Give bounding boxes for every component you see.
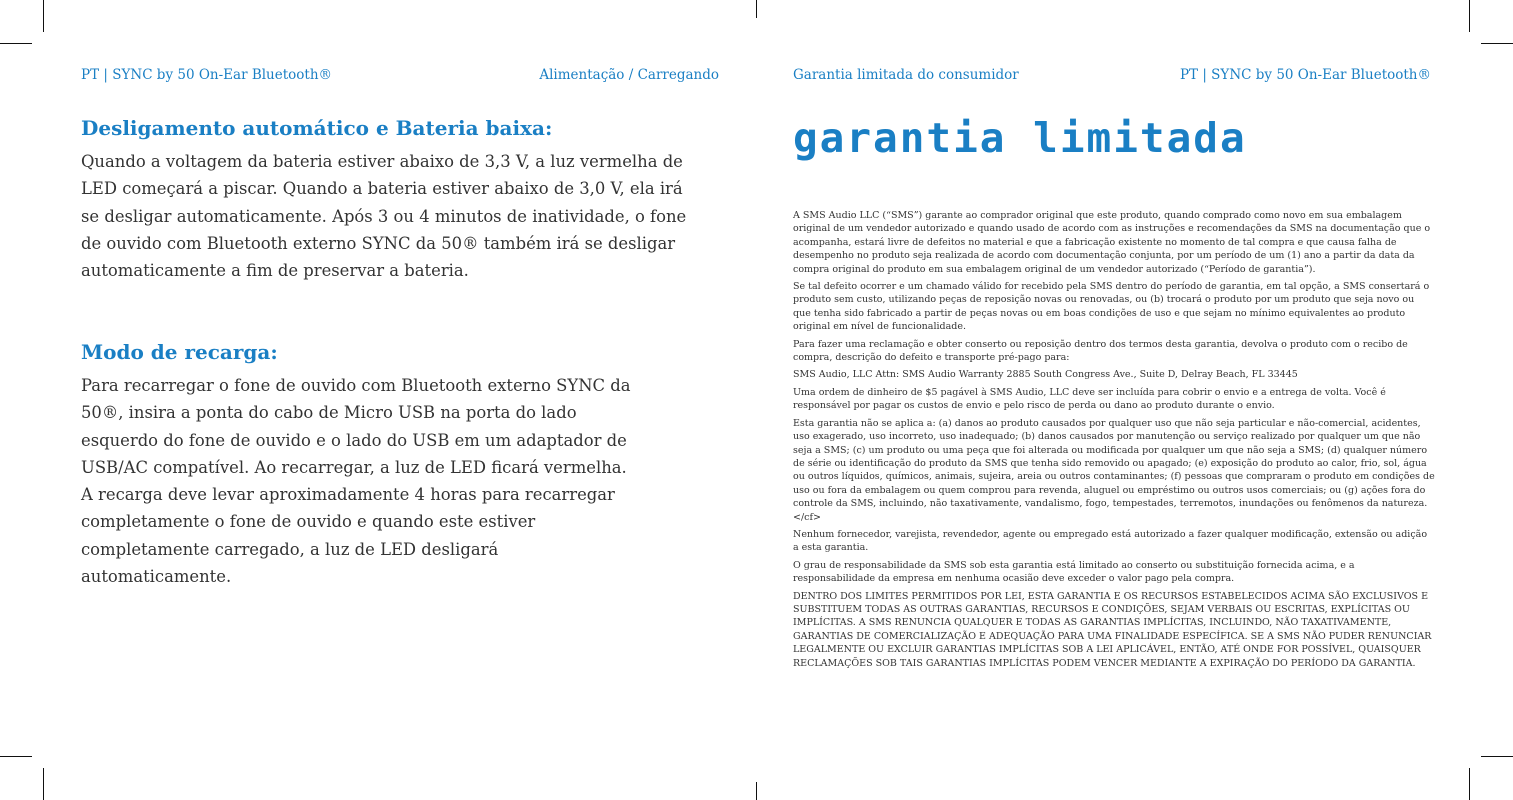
crop-mark [756, 782, 757, 800]
warranty-paragraph: O grau de responsabilidade da SMS sob esta garantia está limitado ao conserto ou substituição fornecida acima, e a responsabilidade da empresa em nenhuma ocasião deve exceder o valor pago pela compra. [793, 559, 1355, 585]
warranty-paragraph: Se tal defeito ocorrer e um chamado válido for recebido pela SMS dentro do período de garantia, em tal opção, a SMS consertará o produto sem custo, utilizando peças de reposição novas ou renovadas, ou (b) trocará o produto por um produto que seja novo ou que tenha sido fabricado a partir de peças novas ou em boas condições de uso e que sejam no mínimo equivalentes ao produto original em nível de funcionalidade. [793, 281, 1430, 333]
crop-mark [0, 43, 32, 44]
warranty-paragraph: Nenhum fornecedor, varejista, revendedor, agente ou empregado está autorizado a fazer qualquer modificação, extensão ou adição a esta garantia. [793, 528, 1428, 554]
right-header-title: PT | SYNC by 50 On-Ear Bluetooth® [1179, 67, 1431, 83]
crop-mark [0, 756, 32, 757]
crop-mark [1481, 756, 1513, 757]
warranty-paragraph: Para fazer uma reclamação e obter conserto ou reposição dentro dos termos desta garantia, devolva o produto com o recibo de compra, descrição do defeito e transporte pré-pago para: [793, 338, 1408, 364]
right-header-section: Garantia limitada do consumidor [793, 67, 1019, 83]
left-header-title: PT | SYNC by 50 On-Ear Bluetooth® [81, 67, 333, 83]
warranty-paragraph: A SMS Audio LLC (“SMS”) garante ao comprador original que este produto, quando comprado como novo em sua embalagem original de um vendedor autorizado e quando usado de acordo com as instruções e recomendações da SMS na documentação que o acompanha, estará livre de defeitos no material e que a fabricação existente no momento de tal compra e que causa falha de desempenho no produto seja realizada de acordo com documentação conjunta, por um período de um (1) ano a partir da data da compra original do produto em sua embalagem original de um vendedor autorizado (“Período de garantia”). [793, 210, 1431, 275]
charging-body: Para recarregar o fone de ouvido com Bluetooth externo SYNC da 50®, insira a ponta do cabo de Micro USB na porta do lado esquerdo do fone de ouvido e o lado do USB em um adaptador de USB/AC compatível. Ao recarregar, a luz de LED ficará vermelha. A recarga deve levar aproximadamente 4 horas para recarregar completamente o fone de ouvido e quando este estiver completamente carregado, a luz de LED desligará automaticamente. [81, 376, 631, 587]
warranty-paragraph: Esta garantia não se aplica a: (a) danos ao produto causados por qualquer uso que não seja particular e não-comercial, acidentes, uso exagerado, uso incorreto, uso inadequado; (b) danos causados por manutenção ou serviço realizado por qualquer um que não seja a SMS; (c) um produto ou uma peça que foi alterada ou modificada por qualquer um que não seja a SMS; (d) qualquer número de série ou identificação do produto da SMS que tenha sido removido ou apagado; (e) exposição do produto ao calor, frio, sol, água ou outros líquidos, químicos, animais, sujeira, areia ou outros contaminantes; (f) pessoas que compraram o produto em condições de uso ou fora da embalagem ou quem comprou para revenda, aluguel ou empréstimo ou outros usos comerciais; ou (g) ações fora do controle da SMS, incluindo, não taxativamente, vandalismo, fogo, tempestades, terremotos, inundações ou fenômenos da natureza.</cf> [793, 417, 1435, 523]
warranty-disclaimer: DENTRO DOS LIMITES PERMITIDOS POR LEI, ESTA GARANTIA E OS RECURSOS ESTABELECIDOS ACIMA SÃO EXCLUSIVOS E SUBSTITUEM TODAS AS OUTRAS GARANTIAS, RECURSOS E CONDIÇÕES, SEJAM VERBAIS OU ESCRITAS, EXPLÍCITAS OU IMPLÍCITAS. A SMS RENUNCIA QUALQUER E TODAS AS GARANTIAS IMPLÍCITAS, INCLUINDO, NÃO TAXATIVAMENTE, GARANTIAS DE COMERCIALIZAÇÃO E ADEQUAÇÃO PARA UMA FINALIDADE ESPECÍFICA. SE A SMS NÃO PUDER RENUNCIAR LEGALMENTE OU EXCLUIR GARANTIAS IMPLÍCITAS SOB A LEI APLICÁVEL, ENTÃO, ATÉ ONDE FOR POSSÍVEL, QUAISQUER RECLAMAÇÕES SOB TAIS GARANTIAS IMPLÍCITAS PODEM VENCER MEDIANTE A EXPIRAÇÃO DO PERÍODO DA GARANTIA. [793, 590, 1432, 669]
warranty-text [793, 209, 1435, 674]
crop-mark [1469, 768, 1470, 800]
auto-shutdown-body: Quando a voltagem da bateria estiver abaixo de 3,3 V, a luz vermelha de LED começará a piscar. Quando a bateria estiver abaixo de 3,0 V, ela irá se desligar automaticamente. Após 3 ou 4 minutos de inatividade, o fone de ouvido com Bluetooth externo SYNC da 50® também irá se desligar automaticamente a fim de preservar a bateria. [81, 152, 687, 281]
crop-mark [1469, 0, 1470, 32]
warranty-address: SMS Audio, LLC Attn: SMS Audio Warranty 2885 South Congress Ave., Suite D, Delray Beach, FL 33445 [793, 369, 1298, 381]
crop-mark [1481, 43, 1513, 44]
crop-mark [43, 0, 44, 32]
crop-mark [43, 768, 44, 800]
warranty-paragraph: Uma ordem de dinheiro de $5 pagável à SMS Audio, LLC deve ser incluída para cobrir o envio e a entrega de volta. Você é responsável por pagar os custos de envio e pelo risco de perda ou dano ao produto durante o envio. [793, 386, 1386, 412]
left-header-section: Alimentação / Carregando [539, 67, 719, 83]
warranty-title: garantia limitada [793, 114, 1247, 162]
crop-mark [756, 0, 757, 18]
charging-heading: Modo de recarga: [81, 340, 278, 364]
auto-shutdown-heading: Desligamento automático e Bateria baixa: [81, 116, 553, 140]
